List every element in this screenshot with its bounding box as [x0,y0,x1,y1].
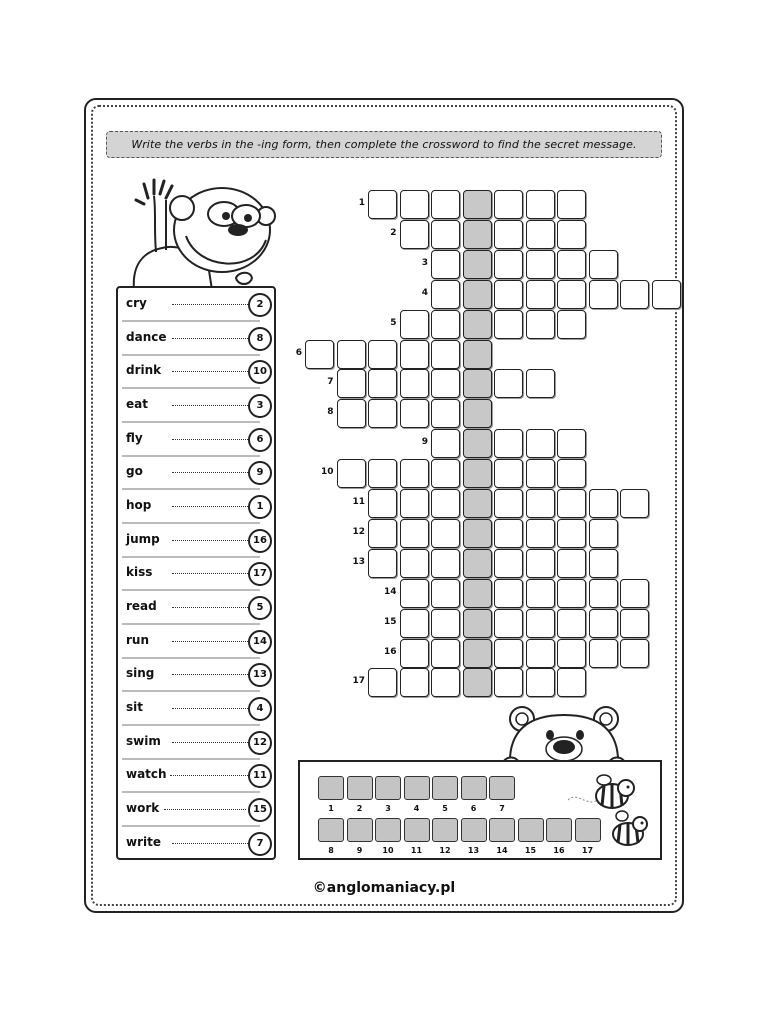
crossword-cell[interactable] [620,280,649,309]
secret-letter-number: 4 [413,804,420,813]
secret-letter-number: 1 [328,804,334,813]
crossword-clue-number: 5 [390,317,397,328]
secret-letter-cell[interactable] [404,776,430,800]
crossword-cell[interactable] [368,340,397,369]
verb-row [122,324,264,356]
crossword-cell[interactable] [557,639,586,668]
crossword-cell[interactable] [589,280,618,309]
clue-number-badge: 2 [248,293,272,317]
crossword-key-cell[interactable] [463,639,492,668]
crossword-cell[interactable] [431,519,460,548]
verb-row [122,290,264,322]
verb-word: drink [126,363,162,377]
crossword-cell[interactable] [494,579,523,608]
verb-word: run [126,633,150,647]
verb-row [122,694,264,726]
crossword-cell[interactable] [431,250,460,279]
verb-word: go [126,464,143,478]
clue-number-badge: 9 [248,461,272,485]
crossword-cell[interactable] [431,190,460,219]
crossword-cell[interactable] [494,519,523,548]
crossword-key-cell[interactable] [463,280,492,309]
crossword-cell[interactable] [589,579,618,608]
crossword-key-cell[interactable] [463,429,492,458]
verb-word: swim [126,734,161,748]
crossword-clue-number: 13 [352,556,365,567]
crossword-cell[interactable] [526,668,555,697]
monkey-illustration [126,178,276,293]
crossword-cell[interactable] [400,639,429,668]
bear-illustration [500,705,630,767]
verb-word: watch [126,767,167,781]
verb-word: cry [126,296,147,310]
crossword-cell[interactable] [526,280,555,309]
crossword-clue-number: 16 [383,646,397,657]
crossword-cell[interactable] [557,310,586,339]
secret-letter-number: 9 [356,846,363,855]
secret-letter-cell[interactable] [518,818,544,842]
crossword-cell[interactable] [400,220,429,249]
secret-letter-cell[interactable] [489,818,515,842]
crossword-cell[interactable] [337,340,366,369]
crossword-cell[interactable] [400,459,429,488]
crossword-cell[interactable] [557,668,586,697]
clue-number-badge: 4 [248,697,272,721]
secret-letter-number: 6 [470,804,477,813]
crossword-cell[interactable] [368,489,397,518]
crossword-cell[interactable] [589,250,618,279]
verb-row [122,829,264,859]
crossword-cell[interactable] [400,519,429,548]
crossword-clue-number: 8 [327,407,334,418]
secret-letter-number: 10 [382,846,394,855]
clue-number-badge: 6 [248,428,272,452]
verb-row [122,593,264,625]
crossword-cell[interactable] [526,639,555,668]
crossword-cell[interactable] [494,489,523,518]
crossword-cell[interactable] [620,609,649,638]
secret-letter-cell[interactable] [432,818,458,842]
verb-word: work [126,801,160,815]
crossword-cell[interactable] [526,310,555,339]
secret-letter-cell[interactable] [347,818,373,842]
verb-word: eat [126,397,148,411]
crossword-cell[interactable] [557,429,586,458]
crossword-cell[interactable] [557,489,586,518]
clue-number-badge: 7 [248,832,272,856]
crossword-cell[interactable] [589,639,618,668]
crossword-key-cell[interactable] [463,190,492,219]
footer-credit: ©anglomaniacy.pl [312,880,456,896]
crossword-cell[interactable] [526,250,555,279]
crossword-clue-number: 3 [421,257,428,268]
crossword-cell[interactable] [368,399,397,428]
crossword-key-cell[interactable] [463,369,492,398]
crossword-key-cell[interactable] [463,609,492,638]
crossword-clue-number: 17 [352,676,365,687]
clue-number-badge: 13 [248,663,272,687]
verb-row [122,795,267,827]
verb-row [122,728,267,760]
crossword-cell[interactable] [431,369,460,398]
crossword-cell[interactable] [431,280,460,309]
instruction-banner: Write the verbs in the -ing form, then complete the crossword to find the secret message. [106,131,662,158]
answer-line[interactable] [172,607,258,608]
crossword-cell[interactable] [431,399,460,428]
crossword-clue-number: 15 [383,616,397,627]
crossword-cell[interactable] [526,369,555,398]
crossword-cell[interactable] [589,519,618,548]
crossword-key-cell[interactable] [463,579,492,608]
secret-letter-number: 11 [410,846,423,855]
crossword-cell[interactable] [368,668,397,697]
verb-row [122,458,264,490]
clue-number-badge: 8 [248,327,272,351]
secret-letter-cell[interactable] [404,818,430,842]
crossword-cell[interactable] [494,250,523,279]
verb-word: sit [126,700,143,714]
crossword-key-cell[interactable] [463,340,492,369]
crossword-cell[interactable] [620,579,649,608]
verb-row [122,357,267,389]
crossword-cell[interactable] [526,609,555,638]
verb-word: hop [126,498,152,512]
crossword-cell[interactable] [431,459,460,488]
crossword-cell[interactable] [431,579,460,608]
verb-row [122,627,267,659]
answer-line[interactable] [172,641,258,642]
secret-letter-number: 2 [356,804,363,813]
crossword-clue-number: 1 [358,198,365,208]
secret-letter-cell[interactable] [432,776,458,800]
crossword-cell[interactable] [400,310,429,339]
secret-letter-cell[interactable] [461,776,487,800]
crossword-cell[interactable] [557,579,586,608]
crossword-cell[interactable] [431,429,460,458]
secret-letter-cell[interactable] [347,776,373,800]
crossword-clue-number: 4 [421,287,428,298]
verb-row [122,660,267,692]
verb-word: dance [126,330,167,344]
crossword-cell[interactable] [494,429,523,458]
crossword-cell[interactable] [400,399,429,428]
crossword-cell[interactable] [557,459,586,488]
crossword-cell[interactable] [494,639,523,668]
crossword-cell[interactable] [620,639,649,668]
answer-line[interactable] [172,506,258,507]
secret-letter-number: 7 [499,804,505,813]
crossword-key-cell[interactable] [463,489,492,518]
clue-number-badge: 12 [248,731,272,755]
crossword-cell[interactable] [400,340,429,369]
crossword-cell[interactable] [431,668,460,697]
crossword-cell[interactable] [526,220,555,249]
crossword-cell[interactable] [400,609,429,638]
secret-letter-cell[interactable] [461,818,487,842]
crossword-cell[interactable] [589,609,618,638]
secret-letter-number: 13 [467,846,480,855]
secret-letter-cell[interactable] [318,818,344,842]
crossword-cell[interactable] [557,280,586,309]
answer-line[interactable] [172,371,258,372]
crossword-clue-number: 7 [327,377,334,388]
crossword-cell[interactable] [368,549,397,578]
crossword-cell[interactable] [368,459,397,488]
crossword-cell[interactable] [494,220,523,249]
crossword-cell[interactable] [589,489,618,518]
crossword-cell[interactable] [526,190,555,219]
verb-row [122,526,267,558]
answer-line[interactable] [172,472,258,473]
crossword-cell[interactable] [431,310,460,339]
crossword-cell[interactable] [526,519,555,548]
crossword-cell[interactable] [494,369,523,398]
clue-number-badge: 15 [248,798,272,822]
crossword-cell[interactable] [368,369,397,398]
crossword-cell[interactable] [337,399,366,428]
secret-letter-cell[interactable] [375,818,401,842]
crossword-cell[interactable] [494,459,523,488]
crossword-cell[interactable] [494,668,523,697]
clue-number-badge: 10 [248,360,272,384]
crossword-cell[interactable] [368,190,397,219]
crossword-cell[interactable] [431,609,460,638]
crossword-clue-number: 2 [390,227,397,238]
secret-letter-cell[interactable] [375,776,401,800]
verb-list-panel [116,286,276,860]
answer-line[interactable] [172,742,258,743]
clue-number-badge: 3 [248,394,272,418]
clue-number-badge: 17 [248,562,272,586]
answer-line[interactable] [172,573,258,574]
clue-number-badge: 14 [248,630,272,654]
crossword-cell[interactable] [400,190,429,219]
answer-line[interactable] [172,439,258,440]
crossword-cell[interactable] [557,190,586,219]
answer-line[interactable] [172,338,258,339]
crossword-key-cell[interactable] [463,549,492,578]
crossword-clue-number: 11 [352,497,365,507]
crossword-clue-number: 14 [383,586,397,597]
crossword-cell[interactable] [400,668,429,697]
crossword-cell[interactable] [557,519,586,548]
crossword-cell[interactable] [305,340,334,369]
clue-number-badge: 1 [248,495,272,519]
verb-row [122,391,264,423]
crossword-cell[interactable] [557,250,586,279]
secret-letter-number: 17 [581,846,594,855]
crossword-clue-number: 12 [352,526,365,537]
crossword-cell[interactable] [526,549,555,578]
clue-number-badge: 11 [248,764,272,788]
clue-number-badge: 5 [248,596,272,620]
crossword-cell[interactable] [494,549,523,578]
answer-line[interactable] [172,540,258,541]
crossword-key-cell[interactable] [463,399,492,428]
secret-letter-number: 15 [524,846,537,855]
crossword-key-cell[interactable] [463,668,492,697]
crossword-cell[interactable] [337,459,366,488]
secret-letter-number: 12 [439,846,451,855]
crossword-cell[interactable] [400,579,429,608]
verb-word: write [126,835,161,849]
verb-word: read [126,599,157,613]
secret-letter-number: 8 [328,846,334,855]
crossword-cell[interactable] [400,489,429,518]
crossword-cell[interactable] [620,489,649,518]
crossword-clue-number: 6 [295,347,302,358]
crossword-cell[interactable] [557,609,586,638]
crossword-cell[interactable] [400,549,429,578]
crossword-cell[interactable] [494,310,523,339]
secret-letter-number: 14 [496,846,508,855]
crossword-cell[interactable] [652,280,681,309]
crossword-cell[interactable] [431,220,460,249]
secret-letter-number: 16 [553,846,565,855]
answer-line[interactable] [172,674,258,675]
verb-row [122,492,264,524]
crossword-cell[interactable] [431,489,460,518]
crossword-key-cell[interactable] [463,250,492,279]
crossword-cell[interactable] [557,549,586,578]
verb-row [122,425,264,457]
crossword-clue-number: 10 [320,467,334,478]
crossword-cell[interactable] [368,519,397,548]
answer-line[interactable] [164,809,246,810]
crossword-cell[interactable] [400,369,429,398]
crossword-cell[interactable] [526,459,555,488]
answer-line[interactable] [172,304,258,305]
verb-row [122,761,267,793]
verb-word: jump [126,532,160,546]
verb-word: kiss [126,565,153,579]
secret-letter-number: 5 [442,804,448,813]
crossword-cell[interactable] [494,190,523,219]
secret-letter-number: 3 [385,804,391,813]
crossword-cell[interactable] [557,220,586,249]
crossword-cell[interactable] [431,639,460,668]
crossword-cell[interactable] [589,549,618,578]
bee-illustration [568,770,658,856]
crossword-cell[interactable] [431,549,460,578]
crossword-cell[interactable] [494,609,523,638]
verb-row [122,559,267,591]
answer-line[interactable] [170,775,252,776]
crossword-clue-number: 9 [421,437,428,448]
clue-number-badge: 16 [248,529,272,553]
verb-word: sing [126,666,155,680]
secret-letter-cell[interactable] [318,776,344,800]
answer-line[interactable] [172,708,258,709]
verb-word: fly [126,431,143,445]
answer-line[interactable] [172,843,258,844]
crossword-key-cell[interactable] [463,519,492,548]
crossword-cell[interactable] [431,340,460,369]
crossword-cell[interactable] [526,489,555,518]
crossword-cell[interactable] [494,280,523,309]
secret-letter-cell[interactable] [489,776,515,800]
crossword-key-cell[interactable] [463,459,492,488]
crossword-cell[interactable] [337,369,366,398]
answer-line[interactable] [172,405,258,406]
crossword-key-cell[interactable] [463,310,492,339]
crossword-cell[interactable] [526,579,555,608]
crossword-key-cell[interactable] [463,220,492,249]
crossword-cell[interactable] [526,429,555,458]
